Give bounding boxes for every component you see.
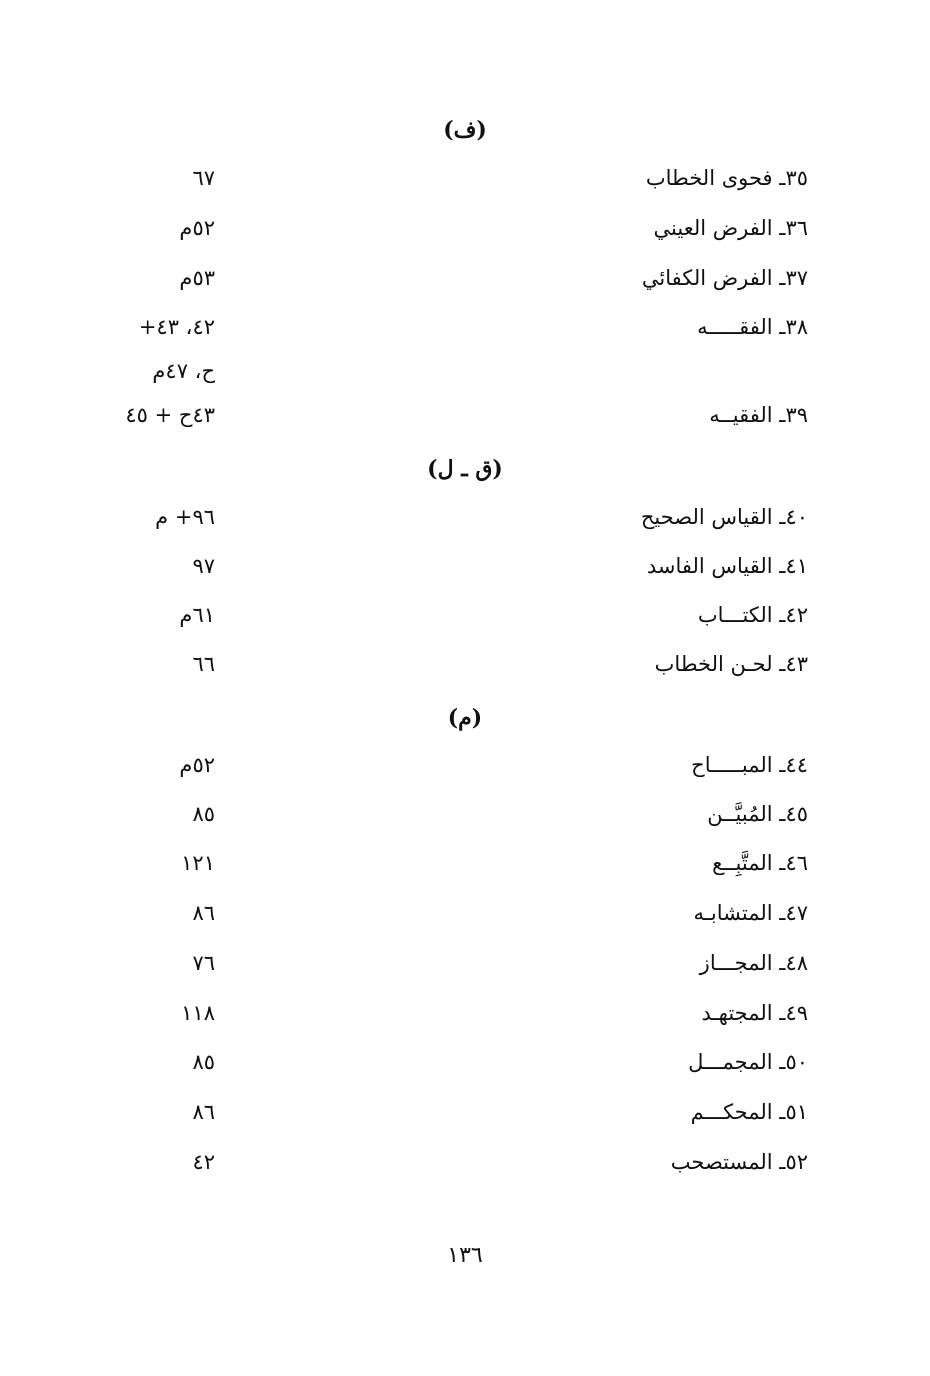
index-entry	[0, 1044, 930, 1080]
entry-page-ref: ٤٢، ٤٣+	[138, 315, 215, 339]
page-number: ١٣٦	[447, 1243, 483, 1268]
entry-page-ref: ٩٧	[192, 554, 215, 578]
entry-term: ٤٣ـ لحـن الخطاب	[654, 652, 808, 676]
entry-term: ٤٥ـ المُبيَّــن	[707, 802, 808, 826]
entry-term: ٤٩ـ المجتهـد	[701, 1001, 808, 1025]
entry-term: ٤٠ـ القياس الصحيح	[640, 505, 808, 529]
entry-page-ref: ٦٦	[192, 652, 215, 676]
entry-page-ref: ٨٦	[192, 1100, 215, 1124]
entry-page-ref: ٦١م	[179, 603, 215, 627]
index-entry	[0, 160, 930, 196]
section-heading-fa: (ف)	[443, 117, 487, 143]
index-entry	[0, 397, 930, 433]
entry-term: ٣٨ـ الفقـــــه	[697, 315, 808, 339]
entry-term: ٣٩ـ الفقيــه	[709, 403, 808, 427]
entry-term: ٤٦ـ المتَّبِــع	[712, 851, 808, 875]
entry-page-ref: ٥٣م	[179, 266, 215, 290]
entry-term: ٣٦ـ الفرض العيني	[653, 216, 808, 240]
entry-page-ref: ٧٦	[192, 951, 215, 975]
entry-term: ٣٥ـ فحوى الخطاب	[645, 166, 808, 190]
entry-page-ref: ٦٧	[192, 166, 215, 190]
entry-page-ref: ٨٦	[192, 901, 215, 925]
index-entry	[0, 796, 930, 832]
index-entry	[0, 845, 930, 881]
index-entry	[0, 747, 930, 783]
index-entry	[0, 210, 930, 246]
entry-term: ٥١ـ المحكـــم	[690, 1100, 808, 1124]
entry-page-ref: ٨٥	[192, 1050, 215, 1074]
index-entry	[0, 945, 930, 981]
entry-term: ٤٤ـ المبـــــاح	[691, 753, 808, 777]
entry-page-ref: ١٢١	[181, 851, 215, 875]
entry-page-ref: ٨٥	[192, 802, 215, 826]
entry-term: ٤١ـ القياس الفاسد	[646, 554, 808, 578]
index-entry	[0, 548, 930, 584]
index-entry	[0, 1144, 930, 1180]
entry-term: ٥٢ـ المستصحب	[670, 1150, 808, 1174]
index-entry	[0, 597, 930, 633]
index-entry	[0, 895, 930, 931]
entry-term: ٤٧ـ المتشابـه	[693, 901, 808, 925]
index-entry	[0, 260, 930, 296]
section-heading-mim: (م)	[447, 705, 483, 731]
section-heading-qaf-lam: (ق ـ ل)	[427, 456, 503, 482]
entry-term: ٤٨ـ المجـــاز	[699, 951, 808, 975]
index-entry-continuation	[0, 353, 930, 389]
index-entry	[0, 995, 930, 1031]
index-entry	[0, 1094, 930, 1130]
entry-term: ٤٢ـ الكتـــاب	[697, 603, 808, 627]
entry-page-ref: ١١٨	[181, 1001, 215, 1025]
index-entry	[0, 499, 930, 535]
index-entry	[0, 309, 930, 345]
entry-page-ref: ٥٢م	[179, 753, 215, 777]
entry-page-ref: ٩٦+ م	[155, 505, 215, 529]
entry-page-ref: ٥٢م	[179, 216, 215, 240]
entry-term: ٥٠ـ المجمـــل	[688, 1050, 808, 1074]
entry-term: ٣٧ـ الفرض الكفائي	[641, 266, 808, 290]
index-entry	[0, 646, 930, 682]
entry-page-ref: ح، ٤٧م	[152, 359, 215, 383]
entry-page-ref: ٤٢	[192, 1150, 215, 1174]
entry-page-ref: ٤٣ح + ٤٥	[125, 403, 215, 427]
